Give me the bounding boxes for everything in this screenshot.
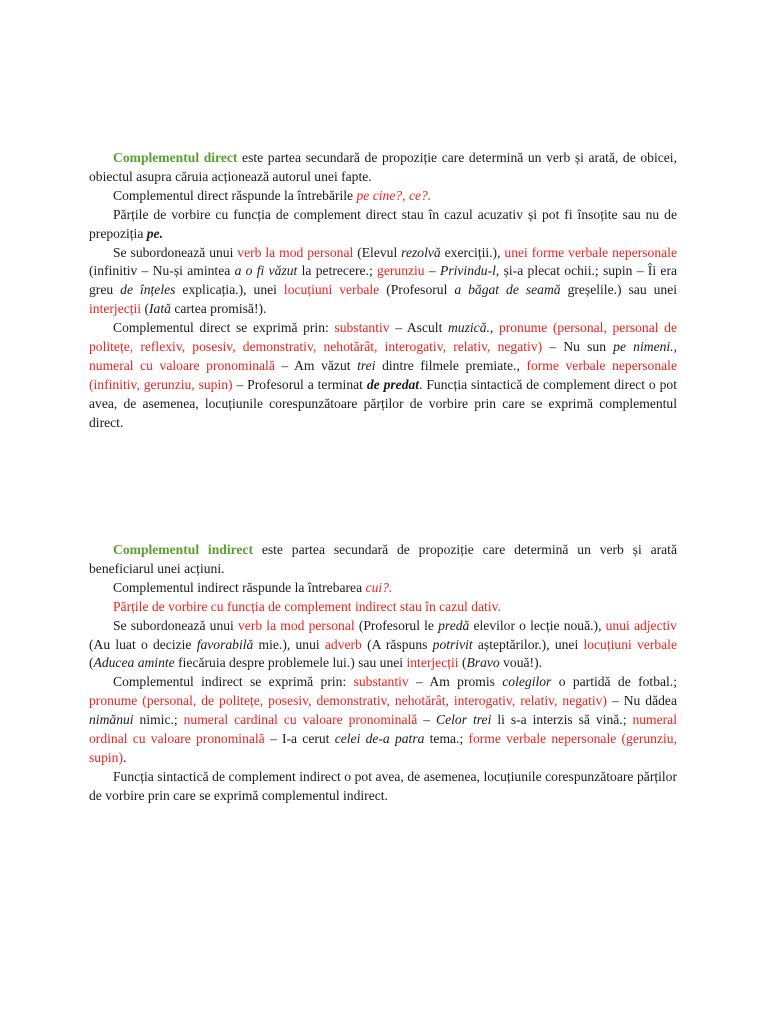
text-run: o partidă de fotbal.; xyxy=(551,674,677,690)
cd-definition xyxy=(89,149,677,187)
example-word: Iată xyxy=(149,301,171,317)
ci-questions xyxy=(89,579,677,598)
text-run: , xyxy=(489,320,499,336)
example-word: de înțeles xyxy=(120,282,176,298)
highlight-term: pronume (personal, personal de politețe, reflexiv, posesiv, demonstrativ, nehotărât, interogativ, relativ, negativ) xyxy=(89,320,677,355)
cd-case xyxy=(89,206,677,244)
text-run: explicația.), unei xyxy=(175,282,284,298)
text-run: – xyxy=(424,263,441,279)
text-run: – Nu dădea xyxy=(606,693,677,709)
ci-case xyxy=(89,598,677,617)
text-run: Complementul indirect se exprimă prin: xyxy=(113,674,354,690)
ci-expression xyxy=(89,673,677,768)
ci-locutions-text: Funcția sintactică de complement indirect o pot avea, de asemenea, locuțiunile corespunzătoare părților de vorbire prin care se exprimă complementul indirect. xyxy=(89,768,677,803)
complement-direct-section xyxy=(89,149,677,433)
example-word: a o fi văzut xyxy=(234,263,298,279)
text-run: exerciții.), xyxy=(440,244,505,260)
ci-term: Complementul indirect xyxy=(113,542,253,557)
highlight-term: substantiv xyxy=(353,674,409,690)
cd-term: Complementul direct xyxy=(113,150,238,165)
cd-expression xyxy=(89,319,677,432)
text-run: (Au luat o decizie xyxy=(89,636,197,652)
example-word: Bravo xyxy=(466,655,500,671)
example-word: Aducea aminte xyxy=(93,655,175,671)
cd-definition-text: este partea secundară de propoziție care determină un verb și arată, de obicei, obiectul asupra căruia acționează autorul unei fapte. xyxy=(89,150,677,184)
highlight-term: numeral ordinal cu valoare pronominală xyxy=(89,712,677,747)
cd-case-text: Părțile de vorbire cu funcția de complement direct stau în cazul acuzativ și pot fi însoțite sau nu de prepoziția xyxy=(89,206,677,241)
highlight-term: interjecții xyxy=(89,301,142,317)
text-run: vouă!). xyxy=(499,655,543,671)
cd-subordination xyxy=(89,244,677,320)
text-run: . Funcția sintactică de complement direct o pot avea, de asemenea, locuțiunile corespunzătoare părților de vorbire prin care se exprimă complementul direct. xyxy=(89,376,677,430)
text-run: li s-a interzis să vină.; xyxy=(491,712,633,728)
text-run: ( xyxy=(458,655,467,671)
example-word: colegilor xyxy=(502,674,552,690)
text-run: Se subordonează unui xyxy=(113,617,238,633)
highlight-term: locuțiuni verbale xyxy=(283,282,380,298)
text-run: – Am promis xyxy=(408,674,503,690)
text-run: – Am văzut xyxy=(274,357,358,373)
text-run: Complementul direct se exprimă prin: xyxy=(113,320,335,336)
text-run: – Nu sun xyxy=(542,339,614,355)
ci-subordination xyxy=(89,617,677,674)
text-run: – Ascult xyxy=(389,320,448,336)
example-word: predă xyxy=(438,617,470,633)
highlight-term: substantiv xyxy=(334,320,390,336)
text-run: tema.; xyxy=(424,731,469,747)
text-run: (infinitiv – Nu-și amintea xyxy=(89,263,235,279)
cd-questions-text: Complementul direct răspunde la întrebările xyxy=(113,187,357,203)
example-word: Privindu-l xyxy=(440,263,496,279)
ci-locutions xyxy=(89,768,677,806)
text-run: greșelile.) sau unei xyxy=(560,282,678,298)
text-run: (Profesorul le xyxy=(354,617,439,633)
text-run: elevilor o lecție nouă.), xyxy=(469,617,606,633)
text-run: – I-a cerut xyxy=(264,731,335,747)
text-run: (Profesorul xyxy=(379,282,455,298)
example-word: muzică. xyxy=(447,320,490,336)
example-word: a băgat de seamă xyxy=(454,282,561,298)
text-run: (A răspuns xyxy=(361,636,433,652)
highlight-term: unei forme verbale nepersonale xyxy=(504,244,677,260)
text-run: – Profesorul a terminat xyxy=(232,376,367,392)
example-word: de predat xyxy=(366,376,420,392)
text-run: ( xyxy=(141,301,150,317)
example-word: potrivit xyxy=(432,636,473,652)
highlight-term: gerunziu xyxy=(377,263,425,279)
example-word: rezolvă xyxy=(401,244,441,260)
example-word: Celor trei xyxy=(436,712,492,728)
text-run: cartea promisă!). xyxy=(170,301,267,317)
highlight-term: verb la mod personal xyxy=(237,617,355,633)
example-word: favorabilă xyxy=(196,636,254,652)
highlight-term: forme verbale nepersonale (gerunziu, supin) xyxy=(89,731,677,765)
highlight-term: verb la mod personal xyxy=(237,244,354,260)
text-run: mie.), unui xyxy=(253,636,325,652)
text-run: fiecăruia despre problemele lui.) sau unei xyxy=(174,655,407,671)
text-run: . xyxy=(122,749,127,765)
cd-case-preposition: pe. xyxy=(146,225,163,241)
highlight-term: unui adjectiv xyxy=(605,617,677,633)
highlight-term: pronume (personal, de politețe, posesiv, demonstrativ, nehotărât, interogativ, relativ, negativ) xyxy=(89,693,607,709)
example-word: pe nimeni. xyxy=(613,339,674,355)
text-run: ( xyxy=(89,655,94,671)
ci-questions-text: Complementul indirect răspunde la întrebarea xyxy=(113,579,366,595)
cd-questions xyxy=(89,187,677,206)
example-word: nimănui xyxy=(89,712,134,728)
text-run: – xyxy=(417,712,437,728)
text-run: dintre filmele premiate., xyxy=(375,357,527,373)
example-word: trei xyxy=(357,357,376,373)
text-run: Se subordonează unui xyxy=(113,244,238,260)
text-run: , și-a plecat ochii.; supin – Îi era greu xyxy=(89,263,678,298)
example-word: celei de-a patra xyxy=(334,731,425,747)
ci-definition xyxy=(89,541,677,579)
text-run: nimic.; xyxy=(133,712,184,728)
highlight-term: locuțiuni verbale xyxy=(583,636,677,652)
highlight-term: adverb xyxy=(324,636,362,652)
ci-questions-highlight: cui?. xyxy=(365,579,393,595)
highlight-term: interjecții xyxy=(406,655,459,671)
ci-case-text: Părțile de vorbire cu funcția de complement indirect stau în cazul dativ. xyxy=(113,598,501,614)
cd-questions-highlight: pe cine?, ce?. xyxy=(356,187,432,203)
highlight-term: numeral cardinal cu valoare pronominală xyxy=(183,712,418,728)
text-run: așteptărilor.), unei xyxy=(472,636,584,652)
ci-definition-text: este partea secundară de propoziție care determină un verb și arată beneficiarul unei acțiuni. xyxy=(89,542,677,576)
highlight-term: numeral cu valoare pronominală xyxy=(89,357,275,373)
highlight-term: forme verbale nepersonale (infinitiv, gerunziu, supin) xyxy=(89,357,677,392)
text-run: (Elevul xyxy=(353,244,402,260)
complement-indirect-section xyxy=(89,541,677,806)
text-run: la petrecere.; xyxy=(297,263,378,279)
text-run: , xyxy=(673,339,677,355)
